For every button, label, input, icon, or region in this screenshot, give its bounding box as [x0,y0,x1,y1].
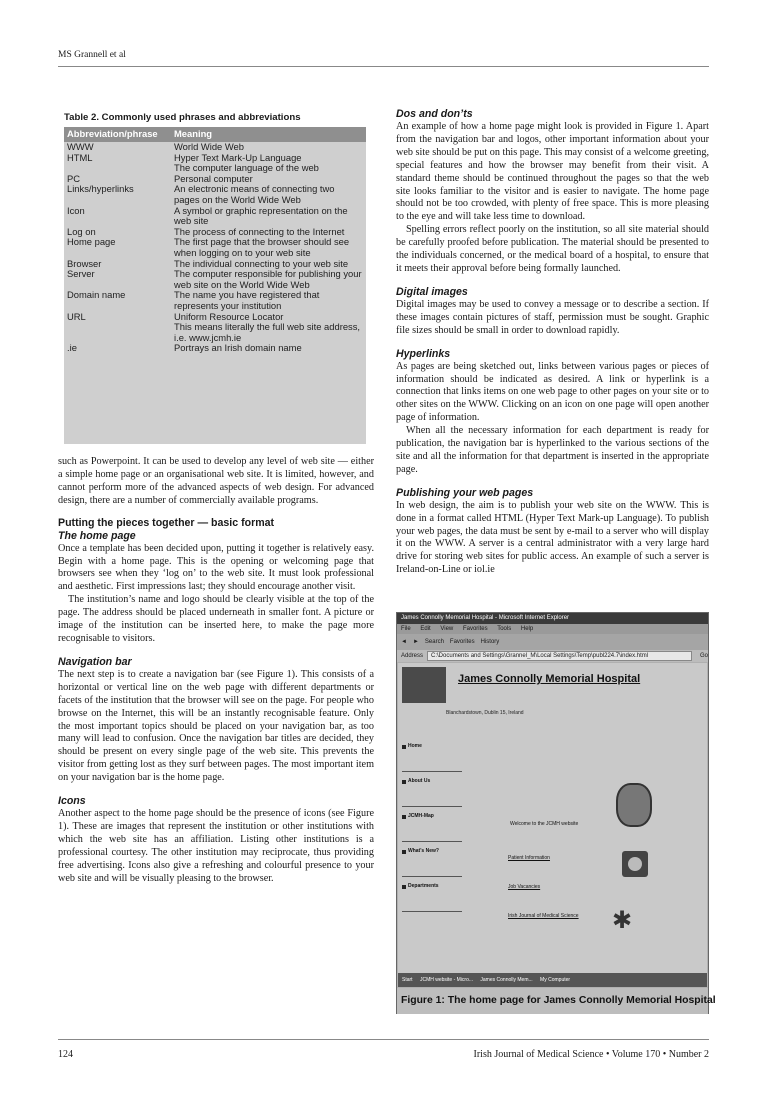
table-cell-meaning: Portrays an Irish domain name [174,342,302,354]
table-row [64,206,366,227]
right-column [396,108,709,577]
paragraph: An example of how a home page might look is provided in Figure 1. Apart from the navigation bar and logos, other important information about your web site should be put on this page. This may consist of a welcome greeting, special features and how the browser may benefit from their visit. A standard theme should be continued throughout the pages so that the web site looks familiar to the visitor and is easier to navigate. The home page should not be too crowded, with plenty of free space. This is more pleasing to the eye and will take less time to download. [396,121,709,223]
table-header-meaning: Meaning [174,128,213,140]
hospital-address: Blanchardstown, Dublin 15, Ireland [446,710,524,716]
paragraph: In web design, the aim is to publish your web site on the WWW. This is done in a format called HTML (Hyper Text Mark-up Language). To publish your web pages, the data must be sent by e-mail to a server who will display it on the WWW. A server is a central administrator with a very large hard drive for storing web sites for public access. An example of such a server is Ireland-on-Line or iol.ie [396,499,709,576]
taskbar-start[interactable]: Start [402,977,413,983]
table-cell-term: .ie [67,342,77,354]
browser-title-bar: James Connolly Memorial Hospital - Microsoft Internet Explorer [397,613,708,624]
journal-citation: Irish Journal of Medical Science • Volume 170 • Number 2 [473,1049,709,1060]
paragraph: Spelling errors reflect poorly on the institution, so all site material should be carefully proofed before publication. The material should be presented to the individuals concerned, or the medical board of a hospital, to ensure that it meets their approval before being formally launched. [396,224,709,274]
subheading-navigation-bar: Navigation bar [58,655,132,668]
table-cell-meaning: The process of connecting to the Internet [174,225,345,237]
toolbar-favorites[interactable]: Favorites [449,639,475,645]
link-job-vacancies[interactable]: Job Vacancies [508,884,541,890]
menu-file[interactable]: File [401,626,411,632]
nav-item-home[interactable]: Home [402,743,462,772]
nav-item-about-us[interactable]: About Us [402,778,462,807]
browser-address-bar [397,650,708,662]
subheading-publishing: Publishing your web pages [396,486,534,499]
table-body [64,142,366,354]
windows-taskbar [398,973,707,987]
figure-1-screenshot [396,612,716,1014]
paragraph: Another aspect to the home page should be the presence of icons (see Figure 1). These are images that represent the institution or other institutions with which the web site has an affiliation. Listing other institutions is a professional courtesy. The other institution may reciprocate, thus providing free advertising. Icons also give a refreshing and colourful presence to your web site and will be visually pleasing to the browser. [58,808,374,884]
browser-menu-bar [397,624,708,634]
forward-arrow-icon[interactable]: ► [412,639,419,645]
table-cell-meaning: The computer responsible for publishing your web site on the World Wide Web [174,268,362,290]
table-row [64,290,366,311]
paragraph: such as Powerpoint. It can be used to develop any level of web site — either a simple home page or an organisational web site. It is limited, however, and cannot perform more of the advanced aspects of web design. For advanced design, there are a number of commercially available programs. [58,456,374,506]
running-head: MS Grannell et al [58,50,126,60]
paragraph: The next step is to create a navigation bar (see Figure 1). This consists of a horizontal or vertical line on the web page with different departments or facets of the institution that the browser will see on the page. For people who browse on the Internet, this will be an instantly recognisable feature. Only the most important topics should be placed on your navigation bar, as too many will lead to confusion. Once the navigation bar titles are decided, they should be present on every single page of the web site. This prevents the visitor from getting lost as they surf between pages. The most important item on your navigation bar is the home page. [58,668,374,784]
link-irish-journal[interactable]: Irish Journal of Medical Science [508,913,579,919]
menu-tools[interactable]: Tools [497,626,512,632]
left-column [58,456,374,885]
table-row [64,312,366,344]
table-cell-term: Home page [67,236,116,248]
page-number: 124 [58,1049,73,1060]
table-cell-meaning: An electronic means of connecting two pages on the World Wide Web [174,183,335,205]
nav-item-jcmh-map[interactable]: JCMH-Map [402,813,462,842]
table-cell-term: PC [67,172,81,184]
table-cell-term: Browser [67,257,102,269]
subheading-home-page: The home page [58,529,136,542]
subheading-dos-donts: Dos and don’ts [396,108,473,120]
menu-view[interactable]: View [440,626,454,632]
nav-item-departments[interactable]: Departments [402,883,462,912]
subheading-icons: Icons [58,795,86,808]
table-header-term: Abbreviation/phrase [67,128,158,140]
table-cell-meaning: The first page that the browser should see when logging on to your web site [174,236,350,258]
hospital-crest-icon [616,783,652,827]
figure-caption: Figure 1: The home page for James Connolly Memorial Hospital [397,988,708,1014]
web-page-content [398,663,707,973]
abbreviations-table [64,127,366,444]
table-header [64,127,366,142]
header-rule [58,66,709,67]
subheading-hyperlinks: Hyperlinks [396,347,451,360]
menu-favorites[interactable]: Favorites [462,626,488,632]
affiliate-emblem-icon [622,851,648,877]
section-heading: Putting the pieces together — basic format [58,516,275,529]
taskbar-item-james-connolly[interactable]: James Connolly Mem... [480,977,533,983]
link-patient-information[interactable]: Patient Information [508,855,550,861]
table-cell-meaning: The name you have registered that represents your institution [174,289,320,311]
menu-help[interactable]: Help [520,626,534,632]
table-cell-meaning: The individual connecting to your web site [174,257,349,269]
table-row [64,153,366,174]
table-cell-term: URL [67,310,86,322]
toolbar-search[interactable]: Search [424,639,444,645]
table-cell-meaning: Uniform Resource Locator This means literally the full web site address, i.e. www.jcmh.ie [174,310,361,343]
table-cell-term: Domain name [67,289,126,301]
table-cell-meaning: World Wide Web [174,141,244,152]
table-row [64,237,366,258]
table-cell-term: HTML [67,151,93,163]
footer-rule [58,1039,709,1040]
address-input[interactable]: C:\Documents and Settings\Grannel_M\Local Settings\Temp\publ224.7\index.html [427,651,692,661]
table-row [64,142,366,153]
table-row [64,269,366,290]
table-cell-term: Links/hyperlinks [67,183,134,195]
table-row [64,184,366,205]
hospital-name[interactable]: James Connolly Memorial Hospital [458,673,641,685]
taskbar-my-computer[interactable]: My Computer [540,977,571,983]
site-nav-bar [402,743,462,918]
menu-edit[interactable]: Edit [420,626,431,632]
table-cell-meaning: Personal computer [174,172,253,184]
table-cell-term: Icon [67,204,85,216]
paragraph: Once a template has been decided upon, putting it together is relatively easy. Begin with a home page. This is the opening or welcoming page that browsers see when they ‘log on’ to the web site. It must look professional and aesthetic. First impressions last; they should encourage another visit. [58,542,374,593]
table-cell-term: Server [67,268,95,280]
star-logo-icon: ✱ [612,907,633,934]
table-cell-meaning: Hyper Text Mark-Up Language The computer language of the web [174,151,319,174]
paragraph: Digital images may be used to convey a message or to describe a section. If these images contain pictures of staff, permission must be sought. Graphic file sizes should be small in order to download rapidly. [396,298,709,336]
go-button[interactable]: Go [699,653,708,659]
table-cell-meaning: A symbol or graphic representation on the web site [174,204,348,227]
welcome-text: Welcome to the JCMH website [510,821,579,827]
back-arrow-icon[interactable]: ◄ [401,639,407,645]
browser-toolbar [397,634,708,650]
paragraph: As pages are being sketched out, links between various pages or pieces of information should be indicated as desired. A link or hyperlink is a connection that links items on one web page to other pages on your site or to other sites on the WWW. Clicking on an icon on one page will open another page of information. [396,360,709,424]
table-row [64,343,366,354]
toolbar-history[interactable]: History [480,639,500,645]
paragraph: When all the necessary information for each department is ready for publication, the navigation bar is hyperlinked to the various sections of the site and all the information for that department is inserted in the appropriate page. [396,425,709,475]
taskbar-item-jcmh-website[interactable]: JCMH website - Micro... [419,977,474,983]
nav-item-whats-new[interactable]: What's New? [402,848,462,877]
paragraph: The institution’s name and logo should be clearly visible at the top of the page. The address should be placed underneath in smaller font. A picture or image of the institution can be inserted here, to make the page more recognisable to visitors. [58,594,374,644]
table-cell-term: WWW [67,141,94,152]
table-caption: Table 2. Commonly used phrases and abbreviations [64,112,301,123]
address-label: Address [401,653,424,659]
hospital-photo [402,667,446,703]
table-cell-term: Log on [67,225,96,237]
subheading-digital-images: Digital images [396,285,468,298]
